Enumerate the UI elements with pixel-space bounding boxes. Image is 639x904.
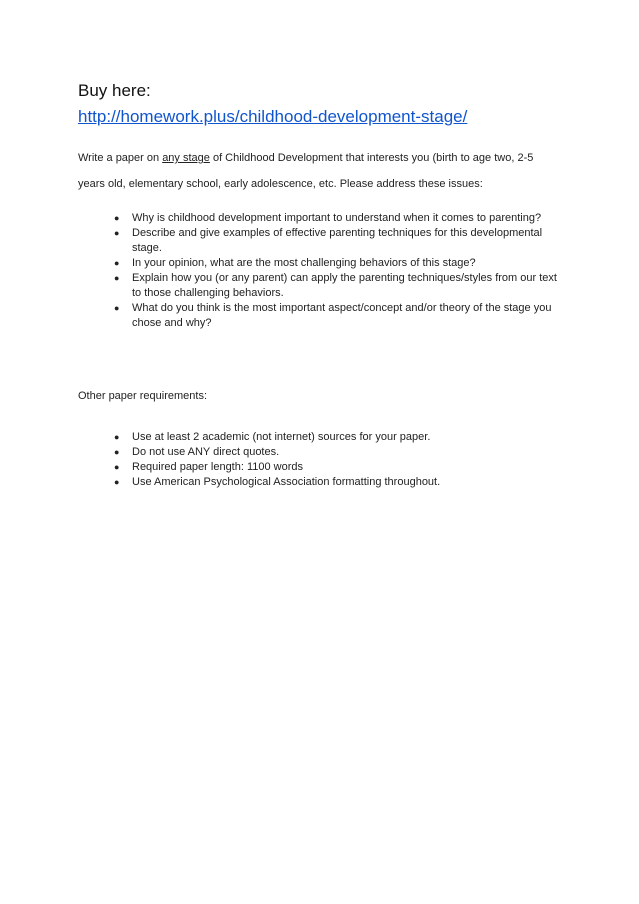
list-item (114, 460, 564, 475)
list-item-text: Do not use ANY direct quotes. (132, 446, 280, 458)
list-item (114, 430, 564, 445)
intro-line-1 (78, 151, 578, 165)
bullet-icon: ● (114, 228, 120, 238)
list-item (114, 256, 564, 271)
list-item (114, 445, 564, 460)
list-item-text: Use American Psychological Association formatting throughout. (132, 476, 441, 488)
other-requirements-heading: Other paper requirements: (78, 390, 208, 402)
bullet-icon: ● (114, 303, 120, 313)
bullet-icon: ● (114, 447, 120, 457)
list-item-text: Use at least 2 academic (not internet) sources for your paper. (132, 431, 431, 443)
bullet-icon: ● (114, 477, 120, 487)
list-item (114, 226, 564, 256)
list-item (114, 475, 564, 490)
bullet-icon: ● (114, 258, 120, 268)
product-link[interactable]: http://homework.plus/childhood-development-stage/ (78, 107, 468, 126)
bullet-icon: ● (114, 462, 120, 472)
issues-list (114, 211, 564, 331)
any-stage-underlined: any stage (162, 152, 210, 164)
buy-here-heading: Buy here: (78, 81, 151, 100)
intro-text-start: Write a paper on (78, 152, 163, 164)
list-item (114, 271, 564, 301)
list-item (114, 211, 564, 226)
list-item-text: Why is childhood development important to understand when it comes to parenting? (132, 212, 542, 224)
list-item-text: In your opinion, what are the most challenging behaviors of this stage? (132, 257, 476, 269)
list-item-text: Required paper length: 1100 words (132, 461, 304, 473)
bullet-icon: ● (114, 432, 120, 442)
requirements-list (114, 430, 564, 490)
intro-text-end: of Childhood Development that interests you (birth to age two, 2-5 (209, 152, 534, 164)
intro-line-2: years old, elementary school, early adolescence, etc. Please address these issues: (78, 178, 483, 190)
list-item-text: What do you think is the most important aspect/concept and/or theory of the stage you chose and why? (132, 302, 552, 329)
list-item (114, 301, 564, 331)
bullet-icon: ● (114, 213, 120, 223)
list-item-text: Describe and give examples of effective parenting techniques for this developmental stage. (132, 227, 543, 254)
list-item-text: Explain how you (or any parent) can apply the parenting techniques/styles from our text to those challenging behaviors. (132, 272, 557, 299)
bullet-icon: ● (114, 273, 120, 283)
